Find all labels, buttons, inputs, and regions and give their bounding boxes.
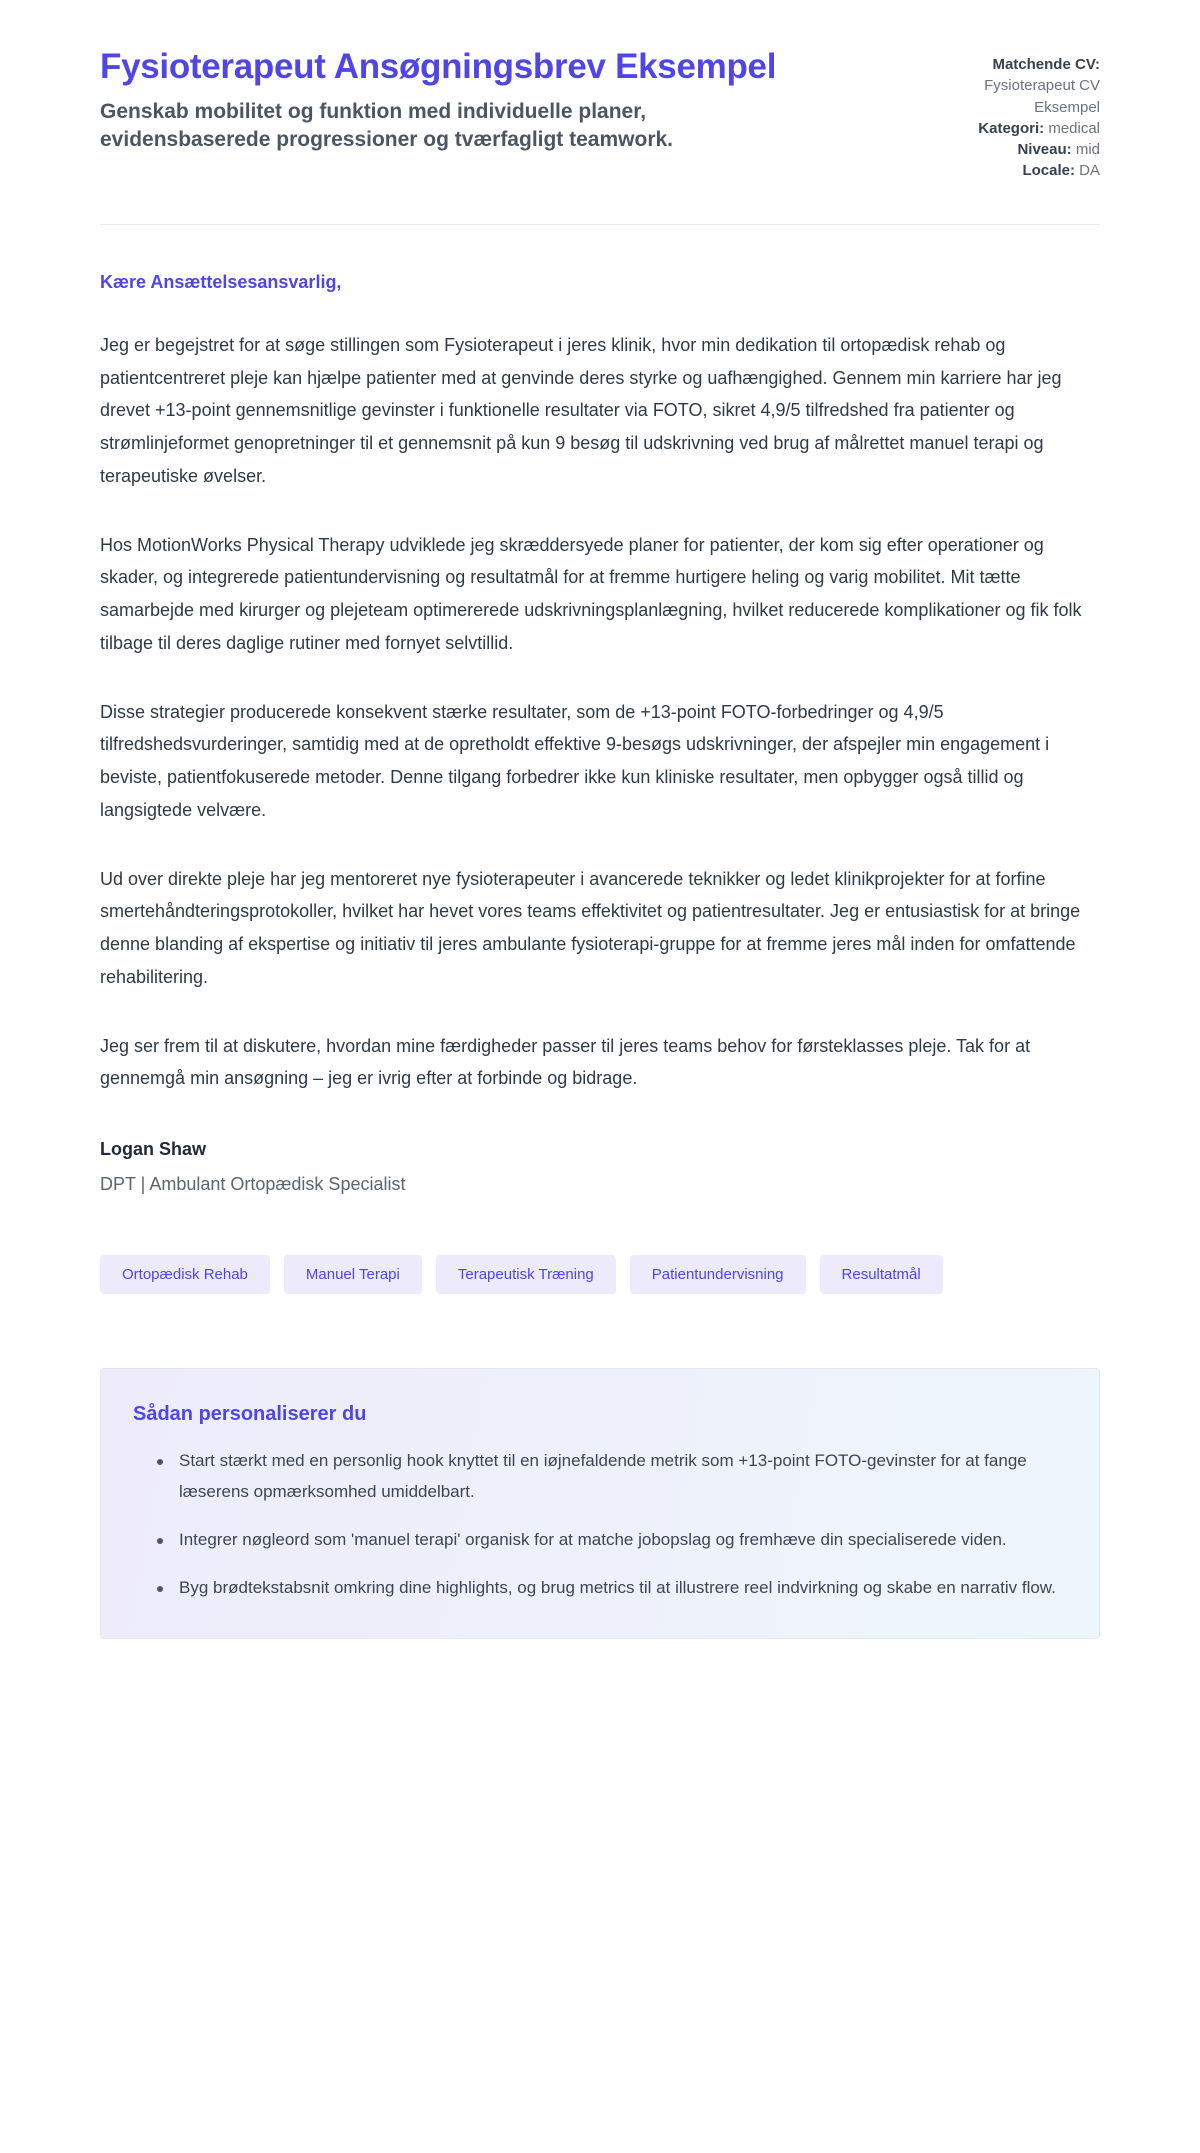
skill-tag[interactable]: Terapeutisk Træning — [436, 1255, 616, 1294]
document-header — [100, 46, 1100, 182]
personalization-tips-callout — [100, 1368, 1100, 1639]
tips-title: Sådan personaliserer du — [133, 1403, 367, 1426]
document-metadata — [920, 46, 1100, 182]
tips-list-item: Start stærkt med en personlig hook knyttet til en iøjnefaldende metrik som +13-point FOTO-gevinster for at fange læserens opmærksomhed umiddelbart. — [157, 1446, 1057, 1508]
signature-role: DPT | Ambulant Ortopædisk Specialist — [100, 1174, 406, 1195]
skill-tag[interactable]: Ortopædisk Rehab — [100, 1255, 270, 1294]
meta-category — [920, 118, 1100, 139]
skill-tag[interactable]: Patientundervisning — [630, 1255, 806, 1294]
meta-level — [920, 139, 1100, 160]
signature-name: Logan Shaw — [100, 1139, 207, 1160]
letter-paragraph: Jeg ser frem til at diskutere, hvordan mine færdigheder passer til jeres teams behov for førsteklasses pleje. Tak for at gennemgå min ansøgning – jeg er ivrig efter at forbinde og bidrage. — [100, 1035, 1031, 1089]
letter-paragraph: Disse strategier producerede konsekvent stærke resultater, som de +13-point FOTO-forbedringer og 4,9/5 tilfredshedsvurderinger, samtidig med at de opretholdt effektive 9-besøgs udskrivninger, der afspejler min engagement i beviste, patientfokuserede metoder. Denne tilgang forbedrer ikke kun kliniske resultater, men opbygger også tillid og langsigtede velvære. — [100, 701, 1050, 820]
meta-level-value: mid — [1075, 141, 1100, 159]
header-title-block — [100, 46, 790, 154]
page-subtitle: Genskab mobilitet og funktion med individuelle planer, evidensbaserede progressioner og tværfagligt teamwork. — [100, 100, 674, 151]
letter-salutation: Kære Ansættelsesansvarlig, — [100, 271, 342, 292]
letter-body — [100, 225, 1100, 1195]
meta-locale-label: Locale: — [1022, 162, 1075, 180]
meta-matching-cv-label: Matchende CV: — [992, 56, 1100, 73]
letter-paragraph: Ud over direkte pleje har jeg mentoreret nye fysioterapeuter i avancerede teknikker og ledet klinikprojekter for at forfine smertehåndteringsprotokoller, hvilket har hevet vores teams effektivitet og patientresultater. Jeg er entusiastisk for at bringe denne blanding af ekspertise og initiativ til jeres ambulante fysioterapi-gruppe for at fremme jeres mål inden for omfattende rehabilitering. — [100, 868, 1081, 987]
meta-category-label: Kategori: — [978, 119, 1045, 137]
meta-category-value: medical — [1048, 119, 1100, 137]
meta-matching-cv-value: Fysioterapeut CV Eksempel — [984, 77, 1100, 116]
skill-tag-list — [100, 1255, 1100, 1294]
tips-list-item: Byg brødtekstabsnit omkring dine highlights, og brug metrics til at illustrere reel indvirkning og skabe en narrativ flow. — [157, 1573, 1057, 1604]
skill-tag[interactable]: Manuel Terapi — [284, 1255, 422, 1294]
page-title: Fysioterapeut Ansøgningsbrev Eksempel — [100, 47, 777, 86]
letter-paragraph: Hos MotionWorks Physical Therapy udviklede jeg skræddersyede planer for patienter, der kom sig efter operationer og skader, og integrerede patientundervisning og resultatmål for at fremme hurtigere heling og varig mobilitet. Mit tætte samarbejde med kirurger og plejeteam optimererede udskrivningsplanlægning, hvilket reducerede komplikationer og fik folk tilbage til deres daglige rutiner med fornyet selvtillid. — [100, 534, 1082, 653]
meta-matching-cv-value-row — [920, 75, 1100, 118]
meta-locale-value: DA — [1079, 162, 1100, 180]
meta-locale — [920, 160, 1100, 181]
tips-list — [133, 1446, 1061, 1604]
skill-tag[interactable]: Resultatmål — [820, 1255, 943, 1294]
signature-block — [100, 1139, 1100, 1195]
meta-level-label: Niveau: — [1017, 141, 1072, 159]
tips-list-item: Integrer nøgleord som 'manuel terapi' organisk for at matche jobopslag og fremhæve din specialiserede viden. — [157, 1525, 1057, 1556]
meta-matching-cv — [920, 54, 1100, 75]
letter-paragraph: Jeg er begejstret for at søge stillingen som Fysioterapeut i jeres klinik, hvor min dedikation til ortopædisk rehab og patientcentreret pleje kan hjælpe patienter med at genvinde deres styrke og uafhængighed. Gennem min karriere har jeg drevet +13-point gennemsnitlige gevinster i funktionelle resultater via FOTO, sikret 4,9/5 tilfredshed fra patienter og strømlinjeformet genopretninger til et gennemsnit på kun 9 besøg til udskrivning ved brug af målrettet manuel terapi og terapeutiske øvelser. — [100, 334, 1062, 486]
